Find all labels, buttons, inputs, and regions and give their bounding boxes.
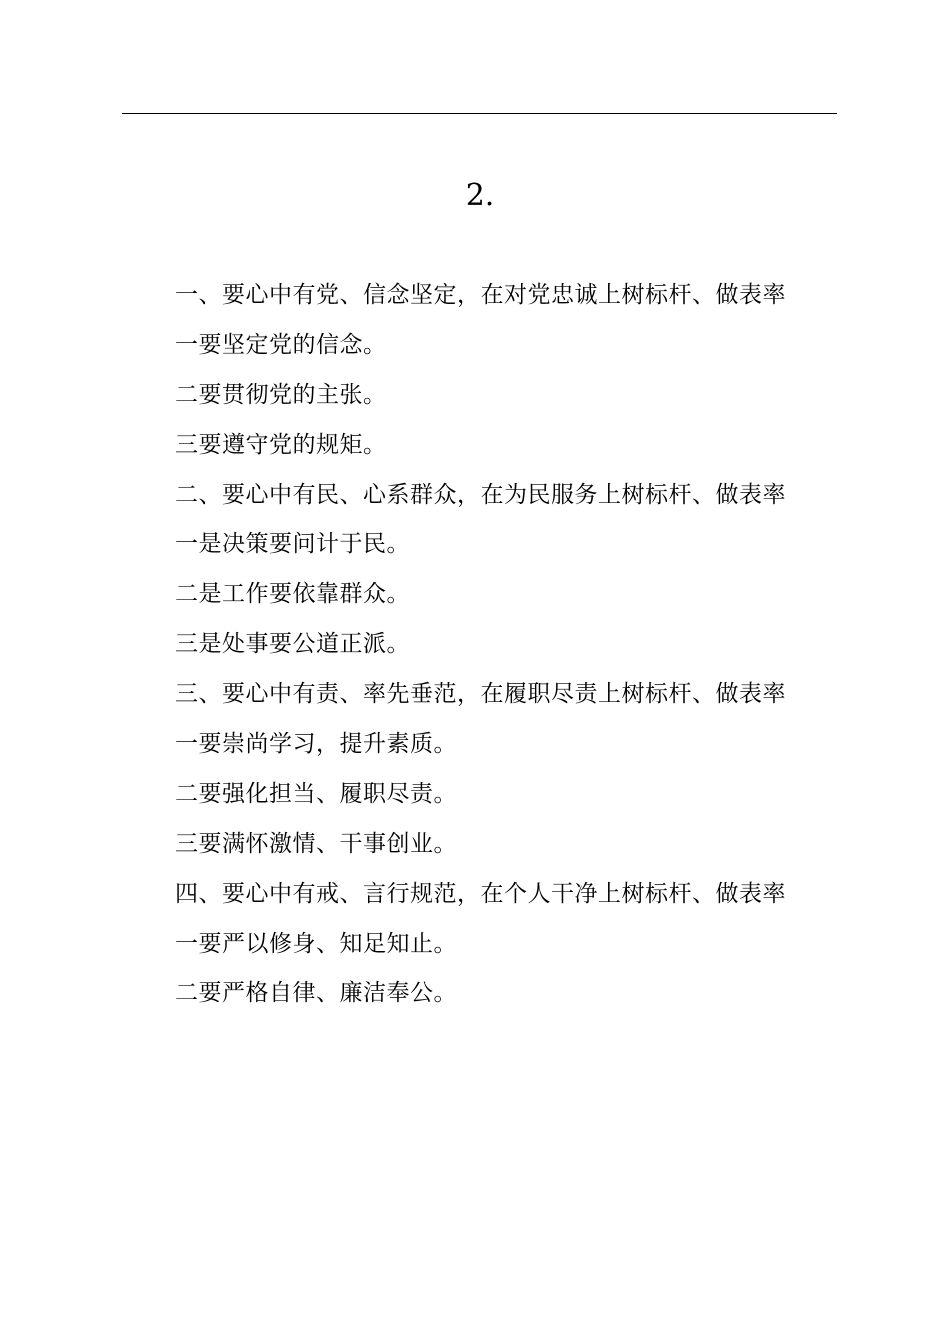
heading-4: 四、要心中有戒、言行规范，在个人干净上树标杆、做表率 <box>175 880 786 907</box>
list-item: 二要严格自律、廉洁奉公。 <box>175 980 457 1007</box>
list-item: 二是工作要依靠群众。 <box>175 581 410 608</box>
heading-2: 二、要心中有民、心系群众，在为民服务上树标杆、做表率 <box>175 481 786 508</box>
outline-list <box>175 275 855 1023</box>
heading-1: 一、要心中有党、信念坚定，在对党忠诚上树标杆、做表率 <box>175 282 786 308</box>
header-rule <box>122 113 837 114</box>
list-item: 三是处事要公道正派。 <box>175 631 410 658</box>
list-item: 二要强化担当、履职尽责。 <box>175 780 457 807</box>
list-item: 二要贯彻党的主张。 <box>175 381 387 408</box>
list-item: 一要严以修身、知足知止。 <box>175 930 457 957</box>
list-item: 三要满怀激情、干事创业。 <box>175 830 457 857</box>
list-item: 一要崇尚学习，提升素质。 <box>175 731 457 758</box>
heading-3: 三、要心中有责、率先垂范，在履职尽责上树标杆、做表率 <box>175 681 786 708</box>
list-item: 一是决策要问计于民。 <box>175 531 410 558</box>
section-number: 2. <box>465 178 495 213</box>
list-item: 一要坚定党的信念。 <box>175 331 387 358</box>
list-item: 三要遵守党的规矩。 <box>175 431 387 458</box>
